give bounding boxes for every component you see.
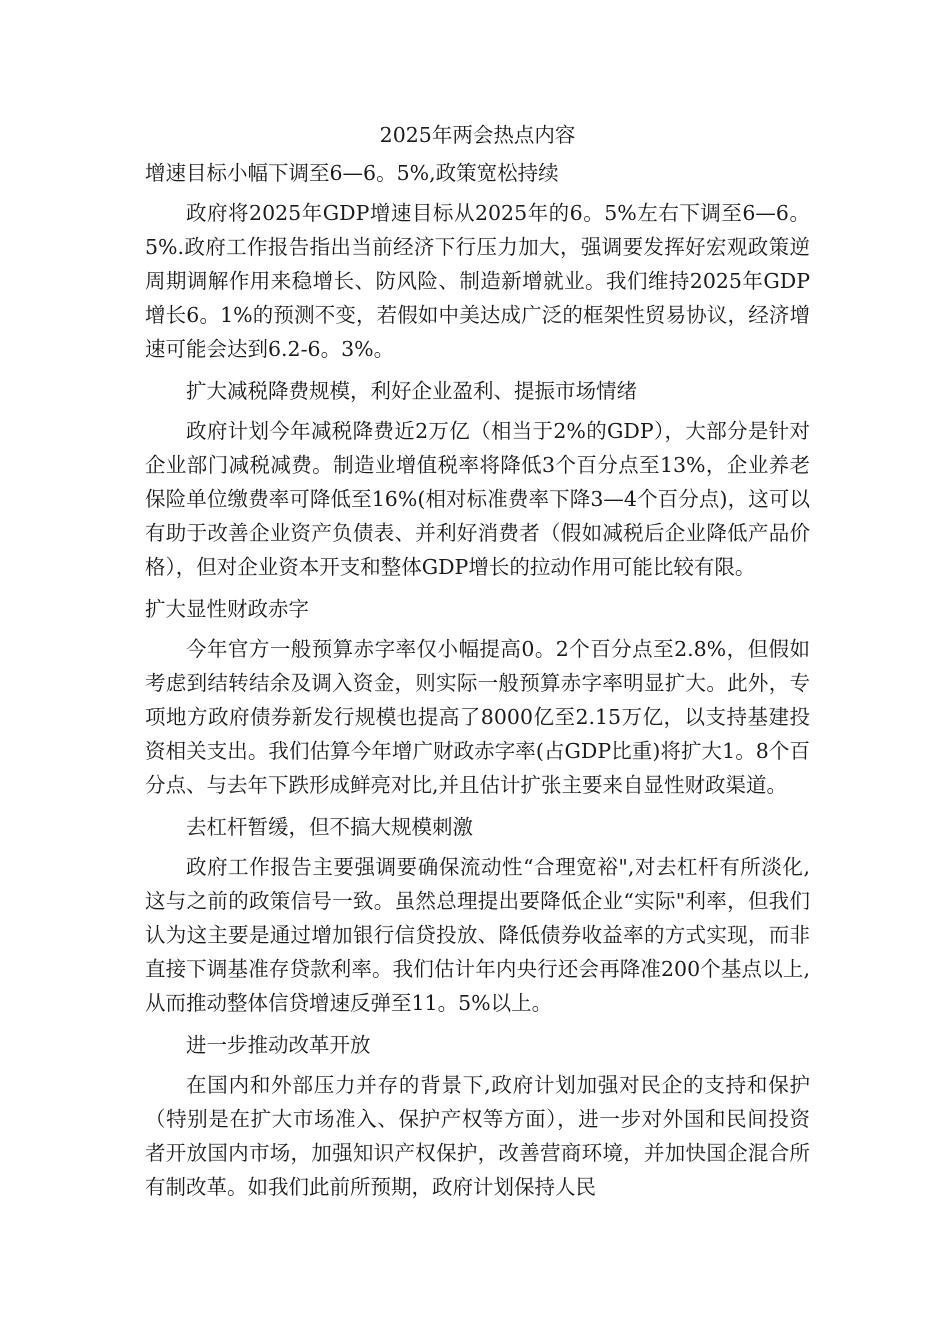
section-paragraph-tax-cuts: 政府计划今年减税降费近2万亿（相当于2%的GDP），大部分是针对企业部门减税减费。制造业增值税率将降低3个百分点至13%，企业养老保险单位缴费率可降低至16%(相对标准费率下降3—4个百分点)，这可以有助于改善企业资产负债表、并利好消费者（假如减税后企业降低产品价格），但对企业资本开支和整体GDP增长的拉动作用可能比较有限。 [145,419,810,579]
section-heading-tax-cuts: 扩大减税降费规模，利好企业盈利、提振市场情绪 [186,379,637,403]
section-paragraph-fiscal-deficit: 今年官方一般预算赤字率仅小幅提高0。2个百分点至2.8%，但假如考虑到结转结余及调入资金，则实际一般预算赤字率明显扩大。此外，专项地方政府债券新发行规模也提高了8000亿至2.15万亿，以支持基建投资相关支出。我们估算今年增广财政赤字率(占GDP比重)将扩大1。8个百分点、与去年下跌形成鲜亮对比,并且估计扩张主要来自显性财政渠道。 [145,637,810,797]
section-paragraph-growth-target: 政府将2025年GDP增速目标从2025年的6。5%左右下调至6—6。5%.政府工作报告指出当前经济下行压力加大，强调要发挥好宏观政策逆周期调解作用来稳增长、防风险、制造新增就业。我们维持2025年GDP增长6。1%的预测不变，若假如中美达成广泛的框架性贸易协议，经济增速可能会达到6.2-6。3%。 [145,201,810,361]
section-paragraph-reform: 在国内和外部压力并存的背景下,政府计划加强对民企的支持和保护（特别是在扩大市场准入、保护产权等方面），进一步对外国和民间投资者开放国内市场，加强知识产权保护，改善营商环境，并加快国企混合所有制改革。如我们此前所预期，政府计划保持人民 [145,1073,810,1199]
section-heading-growth-target: 增速目标小幅下调至6—6。5%,政策宽松持续 [145,161,559,185]
document-title: 2025年两会热点内容 [379,123,576,147]
section-heading-reform: 进一步推动改革开放 [186,1033,371,1057]
section-heading-fiscal-deficit: 扩大显性财政赤字 [145,597,309,621]
document-page [145,118,810,1212]
section-heading-deleveraging: 去杠杆暂缓，但不搞大规模刺激 [186,815,473,839]
section-paragraph-deleveraging: 政府工作报告主要强调要确保流动性“合理宽裕",对去杠杆有所淡化,这与之前的政策信号一致。虽然总理提出要降低企业“实际"利率，但我们认为这主要是通过增加银行信贷投放、降低债券收益率的方式实现，而非直接下调基准存贷款利率。我们估计年内央行还会再降准200个基点以上,从而推动整体信贷增速反弹至11。5%以上。 [145,855,810,1015]
